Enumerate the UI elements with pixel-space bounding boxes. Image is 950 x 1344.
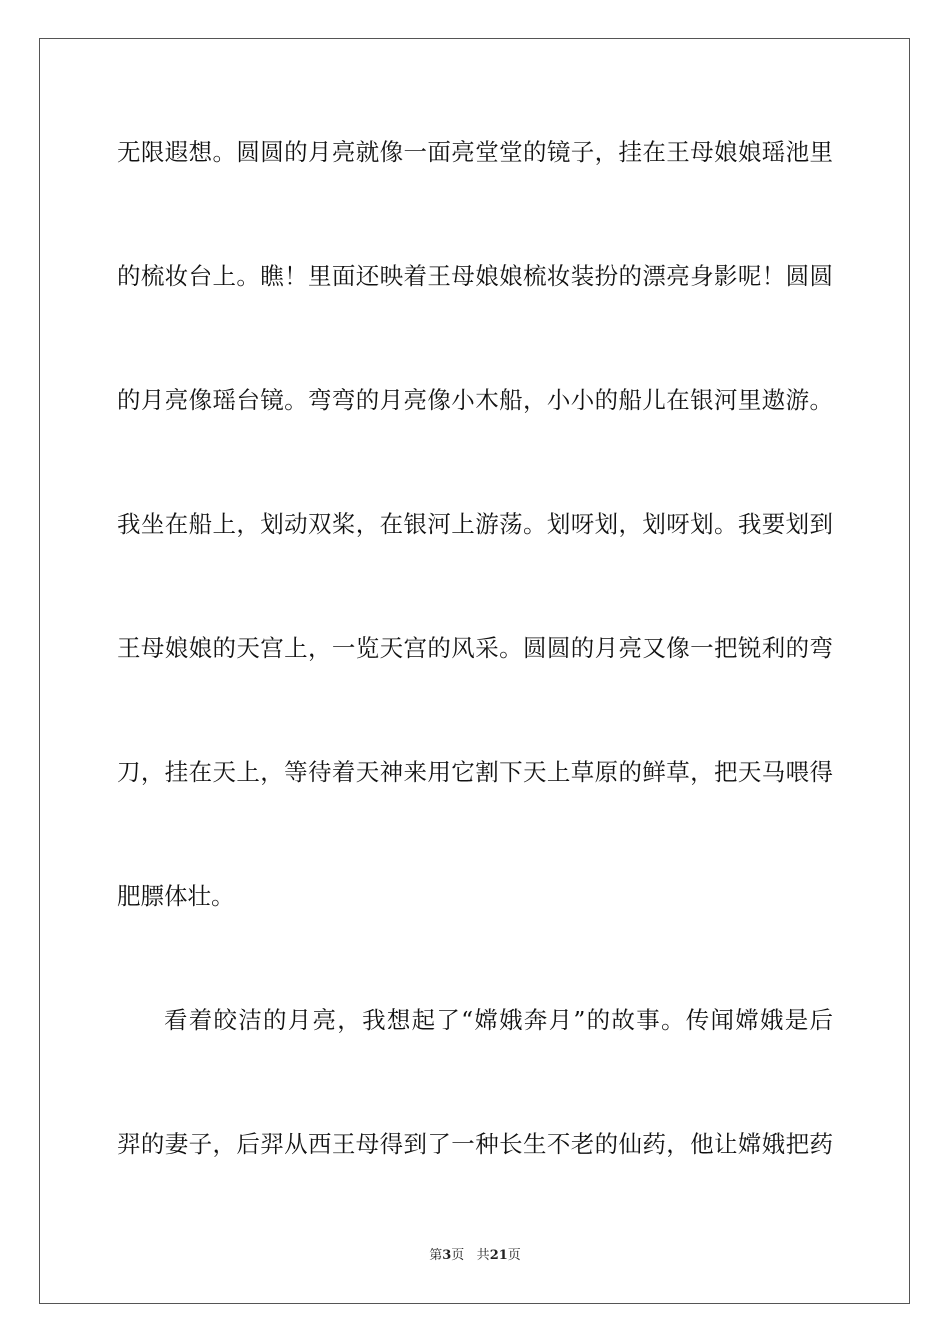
page-border — [39, 38, 910, 1304]
text-line-7: 肥膘体壮。 — [117, 882, 235, 910]
total-page-count: 21 — [489, 1248, 508, 1263]
footer-total-suffix: 页 — [507, 1248, 521, 1263]
text-line-3: 的月亮像瑶台镜。弯弯的月亮像小木船，小小的船儿在银河里遨游。 — [117, 386, 833, 414]
footer-page-suffix: 页 — [451, 1248, 465, 1263]
text-line-9: 羿的妻子，后羿从西王母得到了一种长生不老的仙药，他让嫦娥把药 — [117, 1130, 833, 1158]
page-footer — [0, 1247, 950, 1265]
text-line-5: 王母娘娘的天宫上，一览天宫的风采。圆圆的月亮又像一把锐利的弯 — [117, 634, 833, 662]
current-page-number: 3 — [442, 1248, 452, 1263]
text-line-6: 刀，挂在天上，等待着天神来用它割下天上草原的鲜草，把天马喂得 — [117, 758, 833, 786]
footer-prefix: 第 — [429, 1248, 443, 1263]
text-line-2: 的梳妆台上。瞧！里面还映着王母娘娘梳妆装扮的漂亮身影呢！圆圆 — [117, 262, 833, 290]
text-line-1: 无限遐想。圆圆的月亮就像一面亮堂堂的镜子，挂在王母娘娘瑶池里 — [117, 138, 833, 166]
footer-total-prefix: 共 — [476, 1248, 490, 1263]
text-line-4: 我坐在船上，划动双桨，在银河上游荡。划呀划，划呀划。我要划到 — [117, 510, 833, 538]
text-line-8: 看着皎洁的月亮，我想起了“嫦娥奔月”的故事。传闻嫦娥是后 — [164, 1006, 833, 1034]
